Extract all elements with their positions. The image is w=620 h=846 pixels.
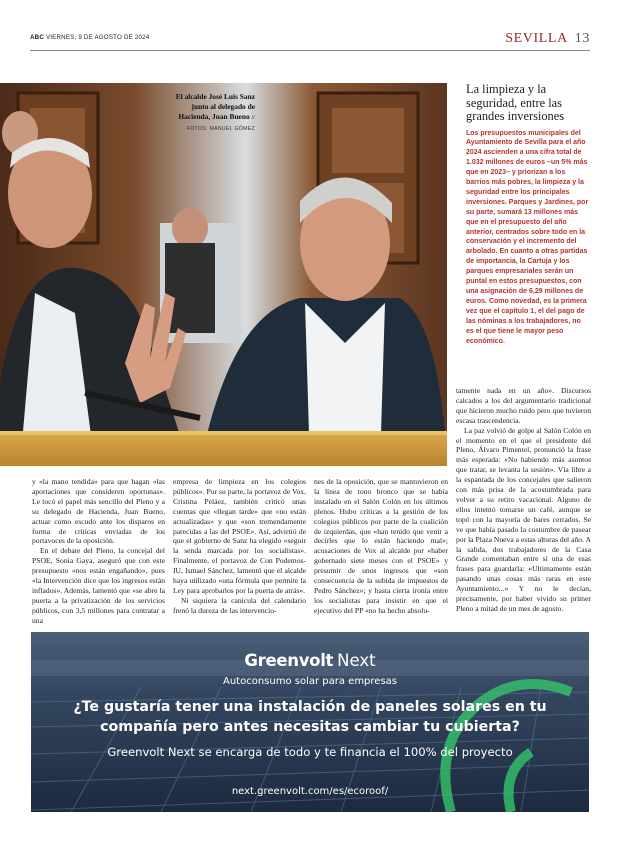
article-column-3: [314, 477, 448, 616]
header-section: [505, 31, 590, 47]
page-header: [30, 31, 590, 53]
article-paragraph: tamente nada en un año». Discursos calcados a los del argumentario tradicional que hicieron mucho ruido pero que tuvieron escasa trascendencia.: [456, 386, 591, 425]
article-paragraph: nes de la oposición, que se mantuvieron en la línea de tono bronco que se había instalado en el Salón Colón en los últimos plenos. Hubo críticas a la gestión de los colegios públicos por parte de la coalición de izquierdas, que «han tenido que venir a decirles que lo están haciendo mal»; acusaciones de Vox al alcalde por «haber gobernado siete meses con el PSOE» y presumir de unos ingresos que «son consecuencia de la subida de impuestos de Pedro Sánchez»; y hasta cierta ironía entre los socialistas para insistir en que el ejecutivo del PP «no ha hecho absolu-: [314, 477, 448, 615]
article-paragraph: empresa de limpieza en los colegios públicos». Por su parte, la portavoz de Vox, Cristina Peláez, también criticó unas cuentas que «llegan tarde» que «no están actualizadas» y que «son tremendamente parecidas a las del PSOE». Así, advirtió de que el gobierno de Sanz ha elegido «seguir la senda marcada por los socialistas». Finalmente, el portavoz de Con Podemos-IU, Ismael Sánchez, lamentó que el alcalde haya utilizado «una fórmula que permite la Ley para aprobarlos por la puerta de atrás».: [173, 477, 306, 595]
ad-subheadline: Greenvolt Next se encarga de todo y te financia el 100% del proyecto: [107, 745, 513, 759]
sidebar-title: La limpieza y la seguridad, entre las grandes inversiones: [466, 82, 565, 123]
article-column-2: [173, 477, 306, 616]
ad-brand-name: Greenvolt: [244, 651, 334, 670]
article-column-1: [32, 477, 165, 626]
photo-caption: [163, 92, 255, 134]
ad-brand-suffix: Next: [337, 651, 376, 670]
news-photo: [0, 83, 447, 466]
ad-url-link[interactable]: next.greenvolt.com/es/ecoroof/: [231, 786, 389, 797]
header-dateline: [30, 34, 149, 41]
publication-date: VIERNES, 9 DE AGOSTO DE 2024: [45, 34, 150, 41]
section-name: SEVILLA: [505, 31, 568, 46]
article-paragraph: La paz volvió de golpe al Salón Colón en el momento en el que el presidente del Pleno, Álvaro Pimentel, pronunció la frase más esperada: «No habiendo más asuntos que tratar, se levanta la sesión». Vía libre a la espantada de los concejales que salieron con más prisa de la acostumbrada para volver a su retiro vacacional. Alguno de ellos intentó tomarse un café, aunque se topó con la mayoría de bares cerrados. Se ve que había pasado la costumbre de pasear por la Plaza Nueva a estas alturas del año. A la salida, dos trabajadores de la Casa Grande comentaban entre sí una de esas frases para guardarla: «Ultimamente están pasando unas cosas más raras en este Ayuntamiento...» Y no le decían, precisamente, por haber vivido su primer Pleno a mitad de un mes de agosto.: [456, 425, 591, 613]
photo-credit: // FOTOS: MANUEL GÓMEZ: [186, 115, 255, 132]
publication-name: ABC: [30, 34, 45, 41]
ad-headline: ¿Te gustaría tener una instalación de paneles solares en tu compañía pero antes necesitas cambiar tu cubierta?: [73, 699, 547, 735]
ad-brand: [31, 651, 589, 670]
article-paragraph: En el debate del Pleno, la concejal del PSOE, Sonia Gaya, aseguró que con este presupuesto «nos están engañando», pues «la Intervención dice que los ingresos están inflados». Además, lamentó que «se abre la puerta a la privatización de los servicios públicos, con 3,5 millones para contratar a una: [32, 546, 165, 625]
article-paragraph: y «la mano tendida» para que hagan «las aportaciones que consideren oportunas». Le tocó el papel más sencillo del Pleno y a su delegado de Hacienda, Juan Bueno, actuar como escudo ante los disparos en forma de críticas enviadas de los portavoces de la oposición.: [32, 477, 165, 546]
page-number: 13: [574, 31, 590, 46]
photo-illustration: [0, 83, 447, 466]
sidebar-body: Los presupuestos municipales del Ayuntamiento de Sevilla para el año 2024 ascienden a una cifra total de 1.032 millones de euros –un 5% más que en 2023– y priorizan a los barrios más pobres, la limpieza y la seguridad entre los principales inversiones. Parques y Jardines, por su parte, sumará 13 millones más que en el presupuesto del año anterior, centrados sobre todo en la conservación y el incremento del arbolado. En cuanto a otras partidas de importancia, la Cartuja y los parques empresariales serán un puntal en estos presupuestos, con una asignación de 6,29 millones de euros. Como novedad, es la primera vez que el capítulo 1, el del pago de las nóminas a los trabajadores, no es el que tiene le mayor peso económico.: [466, 129, 589, 345]
article-paragraph: Ni siquiera la canícula del calendario frenó la dureza de las intervencio-: [173, 595, 306, 615]
ad-tagline: Autoconsumo solar para empresas: [222, 676, 397, 687]
header-rule: [30, 50, 590, 51]
sidebar-box: [466, 83, 590, 346]
advertisement[interactable]: [31, 632, 589, 812]
caption-text: El alcalde José Luis Sanz junto al delegado de Hacienda, Juan Bueno: [175, 92, 255, 121]
article-column-4: [456, 386, 591, 614]
